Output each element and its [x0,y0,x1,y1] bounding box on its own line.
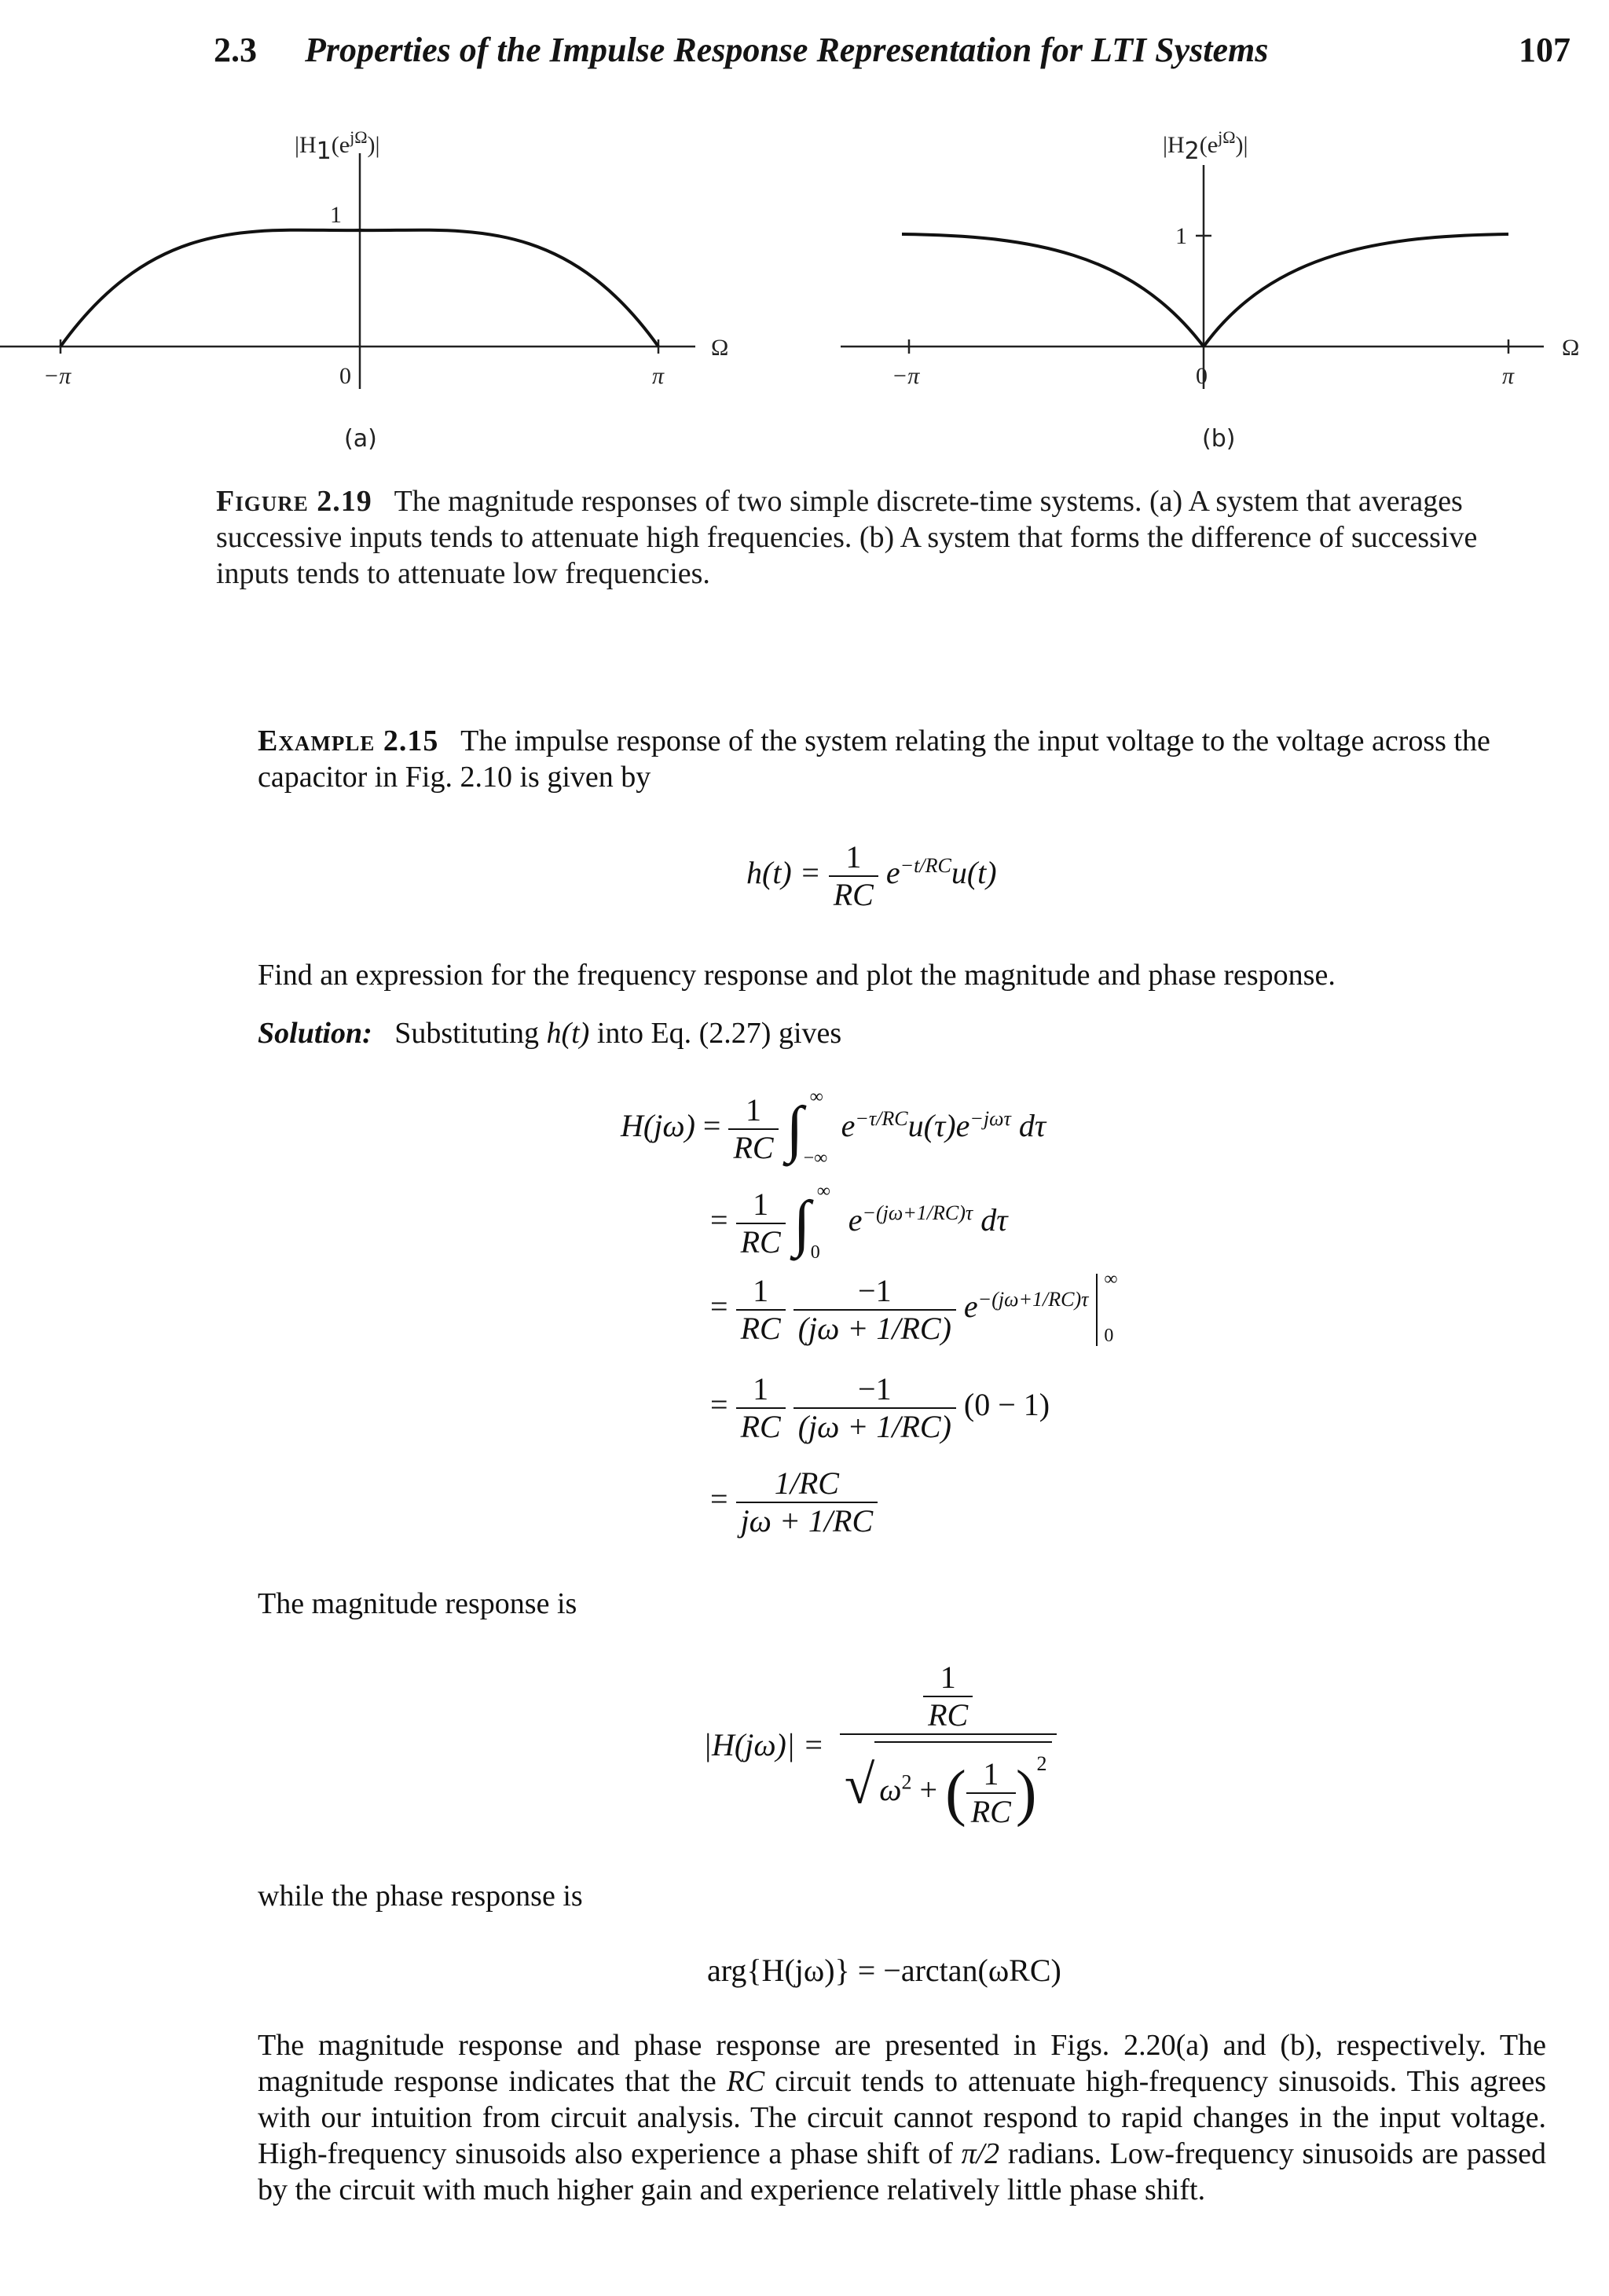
int-1-upper: ∞ [809,1087,823,1107]
deriv-4-num1: 1 [736,1371,786,1409]
deriv-line-2 [710,1181,1008,1263]
deriv-1-exp2: −jωτ [969,1106,1011,1130]
deriv-1-exp1: −τ/RC [855,1106,908,1130]
deriv-3-den1: RC [740,1311,781,1346]
magnitude-curve-b-left [902,234,1204,347]
magnitude-intro: The magnitude response is [258,1587,577,1620]
deriv-lhs: H(jω) [621,1108,695,1144]
figure-caption [216,483,1552,592]
left-paren: ( [945,1758,966,1828]
tick-label-neg-pi-a: −π [43,363,71,389]
find-statement: Find an expression for the frequency response and plot the magnitude and phase response. [258,959,1336,992]
eq-h-lhs: h(t) = [746,855,821,891]
mag-in-num: 1 [966,1756,1016,1794]
figure-caption-text: The magnitude responses of two simple discrete-time systems. (a) A system that averages successive inputs tends to attenuate high frequencies. (b) A system that forms the difference of successive inputs tends to attenuate low frequencies. [216,485,1478,590]
deriv-2-num: 1 [736,1187,786,1224]
mag-num-one: 1 [923,1660,973,1697]
ylabel-a: $|H1(e^{j\Omega})|$ [295,127,380,165]
deriv-1-mid: u(τ)e [907,1108,970,1144]
equation-magnitude [703,1660,1057,1830]
page-number: 107 [1519,31,1571,69]
conclusion-c: radians. Low-frequency sinusoids are passed by the circuit with much higher gain and experience relatively little phase shift. [258,2137,1547,2206]
deriv-4-tail: (0 − 1) [963,1387,1050,1423]
tick-label-zero-a: 0 [339,363,351,389]
deriv-1-den: RC [733,1130,774,1165]
deriv-eq-5: = [710,1481,728,1517]
deriv-eq-1: = [702,1108,721,1144]
deriv-1-end: dτ [1018,1108,1046,1144]
mag-omega: ω [879,1772,902,1807]
deriv-line-1 [621,1087,1046,1168]
conclusion-paragraph [258,2027,1546,2208]
deriv-5-num: 1/RC [736,1465,878,1503]
int-2-upper: ∞ [816,1181,830,1201]
deriv-3-num1: 1 [736,1273,786,1311]
eq-h-tail: u(t) [951,855,997,891]
deriv-eq-2: = [710,1202,728,1238]
eq-h-exp-base: e [885,855,900,891]
right-paren: ) [1015,1758,1037,1828]
example-intro-text: The impulse response of the system relating the input voltage to the voltage across the capacitor in Fig. 2.10 is given by [258,724,1490,794]
ylabel-b: $|H2(e^{j\Omega})|$ [1163,127,1248,165]
solution-line [258,1015,1546,1051]
integral-sign-2: ∫ [793,1189,811,1258]
mag-omega-exp: 2 [901,1770,912,1794]
conclusion-a: The magnitude response and phase response are presented in Figs. 2.20(a) and (b), respectively. The magnitude response indicates that the [258,2029,1546,2098]
evaluation-bar [1096,1269,1121,1346]
eq-h-exp: −t/RC [900,853,951,877]
example-intro [258,723,1546,795]
eq-h-frac [829,839,878,913]
mag-in-den: RC [970,1793,1011,1829]
tick-label-one-b: 1 [1175,223,1187,249]
tick-label-neg-pi-b: −π [892,363,920,389]
deriv-1-base: e [841,1108,856,1144]
panel-label-a: (a) [344,425,377,453]
equation-impulse-response [746,839,997,913]
deriv-3-exp: −(jω+1/RC)τ [977,1287,1089,1311]
deriv-4-den1: RC [740,1409,781,1444]
figure-panel-a [0,118,754,456]
tick-label-pi-b: π [1502,363,1515,389]
magnitude-curve-b-right [1204,234,1508,347]
int-2-lower: 0 [810,1242,820,1263]
tick-label-pi-a: π [652,363,665,389]
magnitude-plot-a [0,118,754,456]
deriv-3-den2: (jω + 1/RC) [797,1311,951,1346]
sqrt-icon: √ [844,1755,875,1816]
mag-plus: + [919,1772,938,1807]
deriv-3-base: e [963,1289,978,1325]
deriv-2-base: e [848,1202,863,1238]
integral-sign-1: ∫ [786,1095,804,1164]
eq-h-num: 1 [829,839,878,877]
example-label: Example 2.15 [258,724,439,757]
eval-upper: ∞ [1104,1269,1118,1289]
conclusion-rc: RC [726,2065,765,2098]
figure-panel-b [833,118,1609,456]
mag-outer-exp: 2 [1036,1752,1047,1775]
deriv-5-den: jω + 1/RC [740,1503,874,1539]
panel-label-b: (b) [1202,425,1236,453]
conclusion-b: circuit tends to attenuate high-frequency sinusoids. This agrees with our intuition from circuit analysis. The circuit cannot respond to rapid changes in the input voltage. High-frequency sinusoids also experience a phase shift of [258,2065,1547,2170]
deriv-3-num2: −1 [794,1273,956,1311]
phase-intro: while the phase response is [258,1880,583,1913]
deriv-2-exp: −(jω+1/RC)τ [862,1201,973,1224]
eval-lower: 0 [1104,1326,1114,1346]
figure-label: Figure 2.19 [216,485,372,518]
deriv-4-num2: −1 [794,1371,956,1409]
xlabel-a: Ω [711,335,729,361]
tick-label-zero-b: 0 [1196,363,1208,389]
solution-text-b: into Eq. (2.27) gives [596,1017,842,1050]
deriv-eq-4: = [710,1387,728,1423]
mag-lhs: |H(jω)| = [703,1726,824,1762]
tick-label-one-a: 1 [330,202,342,228]
deriv-line-5 [710,1465,878,1539]
solution-label: Solution: [258,1017,372,1050]
xlabel-b: Ω [1562,335,1580,361]
deriv-1-num: 1 [728,1092,778,1130]
conclusion-pi: π/2 [961,2137,1000,2170]
magnitude-plot-b [833,118,1609,456]
deriv-line-3 [710,1269,1121,1347]
deriv-4-den2: (jω + 1/RC) [797,1409,951,1444]
solution-text-a: Substituting [394,1017,539,1050]
equation-phase: arg{H(jω)} = −arctan(ωRC) [707,1953,1061,1988]
deriv-eq-3: = [710,1289,728,1325]
deriv-line-4 [710,1371,1050,1445]
deriv-2-end: dτ [980,1202,1008,1238]
int-1-lower: −∞ [803,1148,828,1168]
section-number: 2.3 [214,31,257,69]
deriv-2-den: RC [740,1224,781,1260]
running-title: Properties of the Impulse Response Representation for LTI Systems [305,31,1269,69]
mag-num-rc: RC [928,1697,969,1733]
solution-text-var: h(t) [546,1017,590,1050]
eq-h-den: RC [833,877,874,912]
